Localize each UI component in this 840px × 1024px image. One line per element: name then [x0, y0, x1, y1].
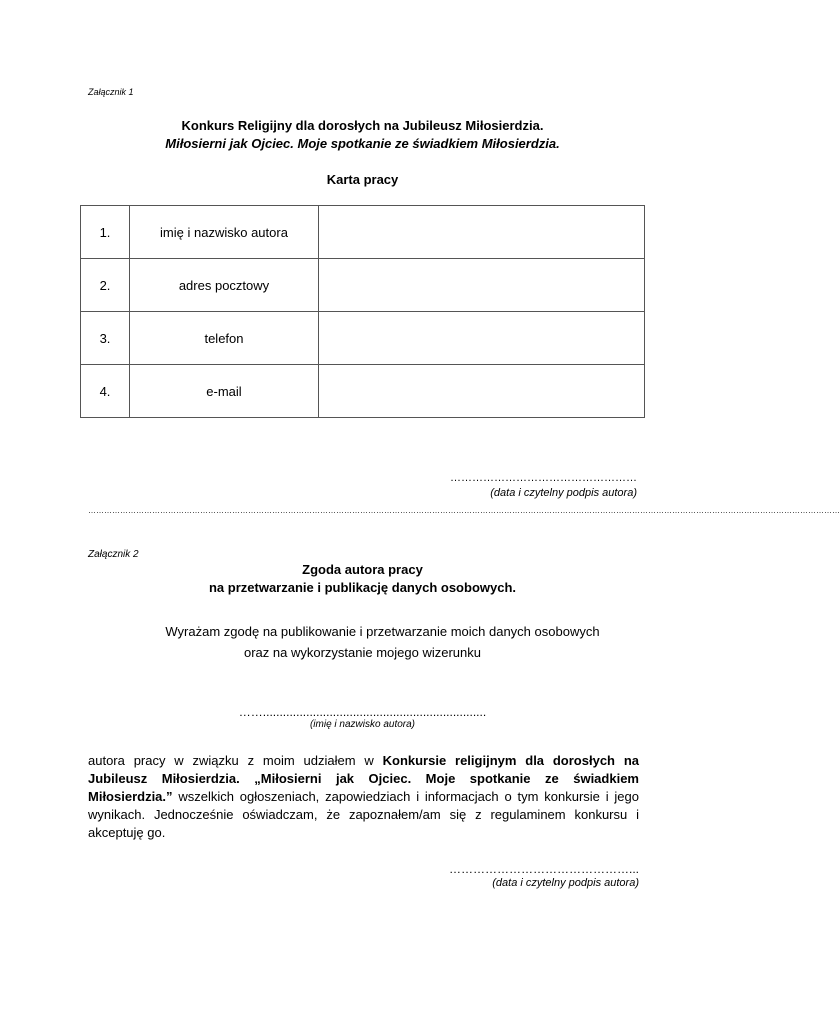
table-row	[81, 206, 645, 259]
consent-statement-line2: oraz na wykorzystanie mojego wizerunku	[244, 645, 481, 660]
row-label: e-mail	[130, 365, 319, 418]
contest-subtitle: Miłosierni jak Ojciec. Moje spotkanie ze świadkiem Miłosierdzia.	[165, 136, 560, 151]
consent-paragraph-part2: wszelkich ogłoszeniach, zapowiedziach i informacjach o tym konkursie i jego wynikach. Jednocześnie oświadczam, że zapoznałem/am się z regulaminem konkursu i akceptuję go.	[88, 789, 639, 840]
signature-line: ……………………………………………	[450, 472, 637, 484]
consent-paragraph	[88, 752, 639, 842]
row-number: 3.	[81, 312, 130, 365]
row-label: telefon	[130, 312, 319, 365]
contest-name-bold: Konkursie religijnym dla dorosłych na Jubileusz Miłosierdzia. „Miłosierni jak Ojciec. Moje spotkanie ze świadkiem Miłosierdzia.”	[88, 753, 639, 804]
table-row	[81, 365, 645, 418]
consent-statement-line1: Wyrażam zgodę na publikowanie i przetwarzanie moich danych osobowych	[165, 624, 600, 639]
attachment-1-label: Załącznik 1	[88, 87, 134, 97]
section-separator: …………………………………………………………………………………………………………………………………………………………………………………………………………………………………………………………	[88, 506, 840, 515]
row-number: 4.	[81, 365, 130, 418]
row-label: adres pocztowy	[130, 259, 319, 312]
row-label: imię i nazwisko autora	[130, 206, 319, 259]
consent-title: Zgoda autora pracy	[302, 562, 423, 577]
signature-caption: (data i czytelny podpis autora)	[490, 487, 637, 499]
signature-caption-2: (data i czytelny podpis autora)	[492, 877, 639, 889]
author-info-table	[80, 205, 645, 418]
card-title: Karta pracy	[326, 172, 399, 187]
consent-subtitle: na przetwarzanie i publikację danych osobowych.	[208, 580, 517, 595]
name-line: ……...................................................................	[238, 705, 487, 719]
contest-title: Konkurs Religijny dla dorosłych na Jubileusz Miłosierdzia.	[181, 118, 544, 133]
attachment-2-label: Załącznik 2	[88, 549, 139, 560]
email-field[interactable]	[319, 365, 645, 418]
consent-paragraph-part1: autora pracy w związku z moim udziałem w	[88, 753, 383, 768]
table-row	[81, 312, 645, 365]
row-number: 1.	[81, 206, 130, 259]
author-name-field[interactable]	[319, 206, 645, 259]
postal-address-field[interactable]	[319, 259, 645, 312]
phone-field[interactable]	[319, 312, 645, 365]
table-row	[81, 259, 645, 312]
row-number: 2.	[81, 259, 130, 312]
signature-line-2: ………………………………………...	[448, 862, 639, 876]
name-caption: (imię i nazwisko autora)	[309, 719, 416, 730]
